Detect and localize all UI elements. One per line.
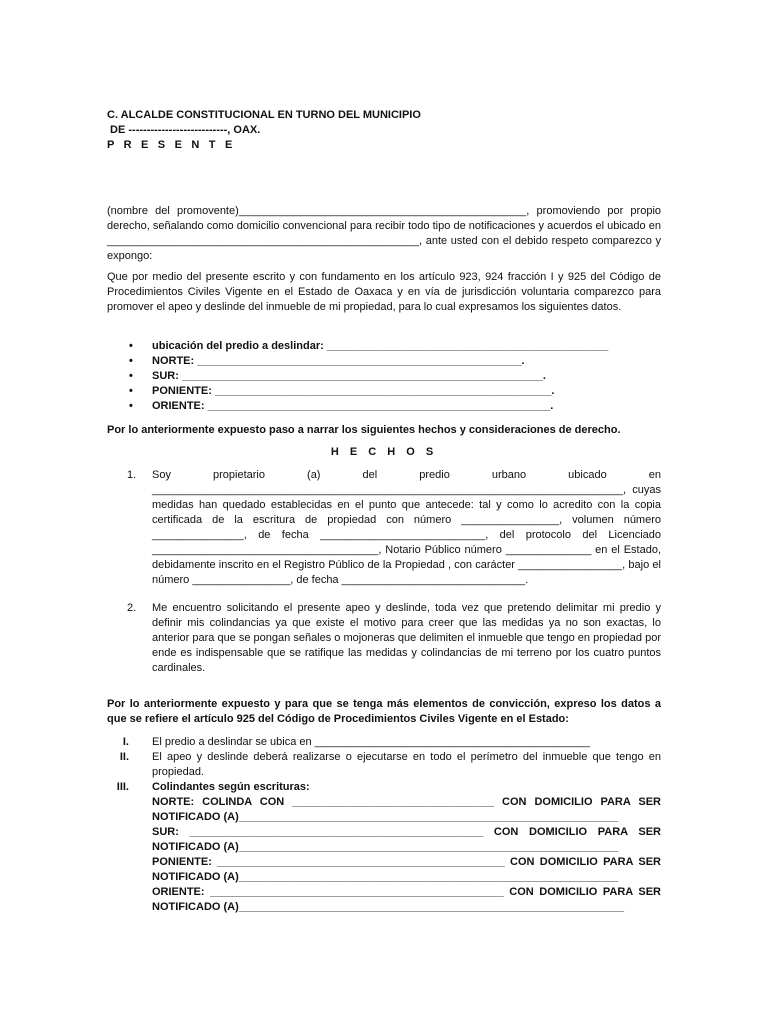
bullet-icon: • [129, 340, 133, 352]
list-item: • PONIENTE: _______________________________________________________. [129, 385, 555, 397]
roman-numeral: II. [119, 751, 129, 763]
colindante-sur: SUR: ________________________________________________ CON DOMICILIO PARA SER NOTIFICADO (A)______________________________________________________________ [152, 826, 661, 853]
addressee-line-2: DE ---------------------------, OAX. [107, 124, 261, 136]
hechos-heading: H E C H O S [330, 446, 438, 458]
transition-paragraph-2: Por lo anteriormente expuesto y para que se tenga más elementos de convicción, expreso los datos a que se refiere el artículo 925 del Código de Procedimientos Civiles Vigente en el Estado: [107, 698, 661, 725]
list-item: • SUR: ___________________________________________________________. [129, 370, 546, 382]
bullet-icon: • [129, 400, 133, 412]
hecho-item: 2. Me encuentro solicitando el presente apeo y deslinde, toda vez que pretendo delimitar mi predio y definir mis colindancias ya que existe el motivo para creer que las medidas ya no son exactas, lo anterior para que se pongan señales o mojoneras que delimiten el inmueble que tengo en propiedad por ende es indispensable que se ratifique las medidas y colindancias de mi terreno por los cuatro puntos cardinales. [127, 602, 661, 674]
article-925-list [107, 735, 661, 915]
colindante-norte: NORTE: COLINDA CON _________________________________ CON DOMICILIO PARA SER NOTIFICADO (A)______________________________________________________________ [152, 796, 661, 823]
hechos-list [107, 468, 661, 588]
colindante-poniente: PONIENTE: _______________________________________________ CON DOMICILIO PARA SER NOTIFICADO (A)______________________________________________________________ [152, 856, 661, 883]
roman-item [107, 780, 661, 915]
bullet-icon: • [129, 370, 133, 382]
list-item: • ubicación del predio a deslindar: ______________________________________________ [129, 340, 609, 352]
roman-numeral: III. [116, 781, 129, 793]
presente-heading: P R E S E N T E [107, 139, 236, 151]
colindante-oriente: ORIENTE: ________________________________________________ CON DOMICILIO PARA SER NOTIFICADO (A)_______________________________________________________________ [152, 886, 661, 913]
addressee-line-1: C. ALCALDE CONSTITUCIONAL EN TURNO DEL MUNICIPIO [107, 109, 421, 121]
intro-paragraph: (nombre del promovente)_______________________________________________, promoviendo por propio derecho, señalando como domicilio convencional para recibir todo tipo de notificaciones y acuerdos el ubicado en ___________________________________________________, ante usted con el debido respeto comparezco y expongo: [107, 205, 661, 262]
transition-paragraph-1: Por lo anteriormente expuesto paso a narrar los siguientes hechos y consideraciones de derecho. [107, 424, 621, 436]
roman-item: I. El predio a deslindar se ubica en _____________________________________________ [107, 735, 661, 750]
list-item: • NORTE: _____________________________________________________. [129, 355, 525, 367]
item-number: 2. [127, 602, 137, 614]
addressee-block [107, 108, 661, 153]
legal-basis-paragraph: Que por medio del presente escrito y con fundamento en los artículo 923, 924 fracción I y 925 del Código de Procedimientos Civiles Vigente en el Estado de Oaxaca y en vía de jurisdicción voluntaria comparezco para promover el apeo y deslinde del inmueble de mi propiedad, para lo cual expresamos los siguientes datos. [107, 271, 661, 313]
property-data-list [107, 339, 661, 414]
item-number: 1. [127, 469, 137, 481]
list-item: • ORIENTE: ________________________________________________________. [129, 400, 554, 412]
hechos-list-2 [107, 601, 661, 676]
roman-item: II. El apeo y deslinde deberá realizarse o ejecutarse en todo el perímetro del inmueble que tengo en propiedad. [107, 750, 661, 780]
roman-numeral: I. [122, 736, 129, 748]
hecho-item: 1. Soy propietario (a) del predio urbano ubicado en _____________________________________________________________________________, cuyas medidas han quedado establecidas en el punto que antecede: tal y como lo acredito con la copia certificada de la escritura de propiedad con número ________________, volumen número _______________, de fecha ___________________________, del protocolo del Licenciado _____________________________________, Notario Público número ______________ en el Estado, debidamente inscrito en el Registro Público de la Propiedad , con carácter _________________, bajo el número ________________, de fecha ______________________________. [127, 469, 661, 586]
colindantes-heading: Colindantes según escrituras: [152, 781, 310, 793]
bullet-icon: • [129, 355, 133, 367]
bullet-icon: • [129, 385, 133, 397]
